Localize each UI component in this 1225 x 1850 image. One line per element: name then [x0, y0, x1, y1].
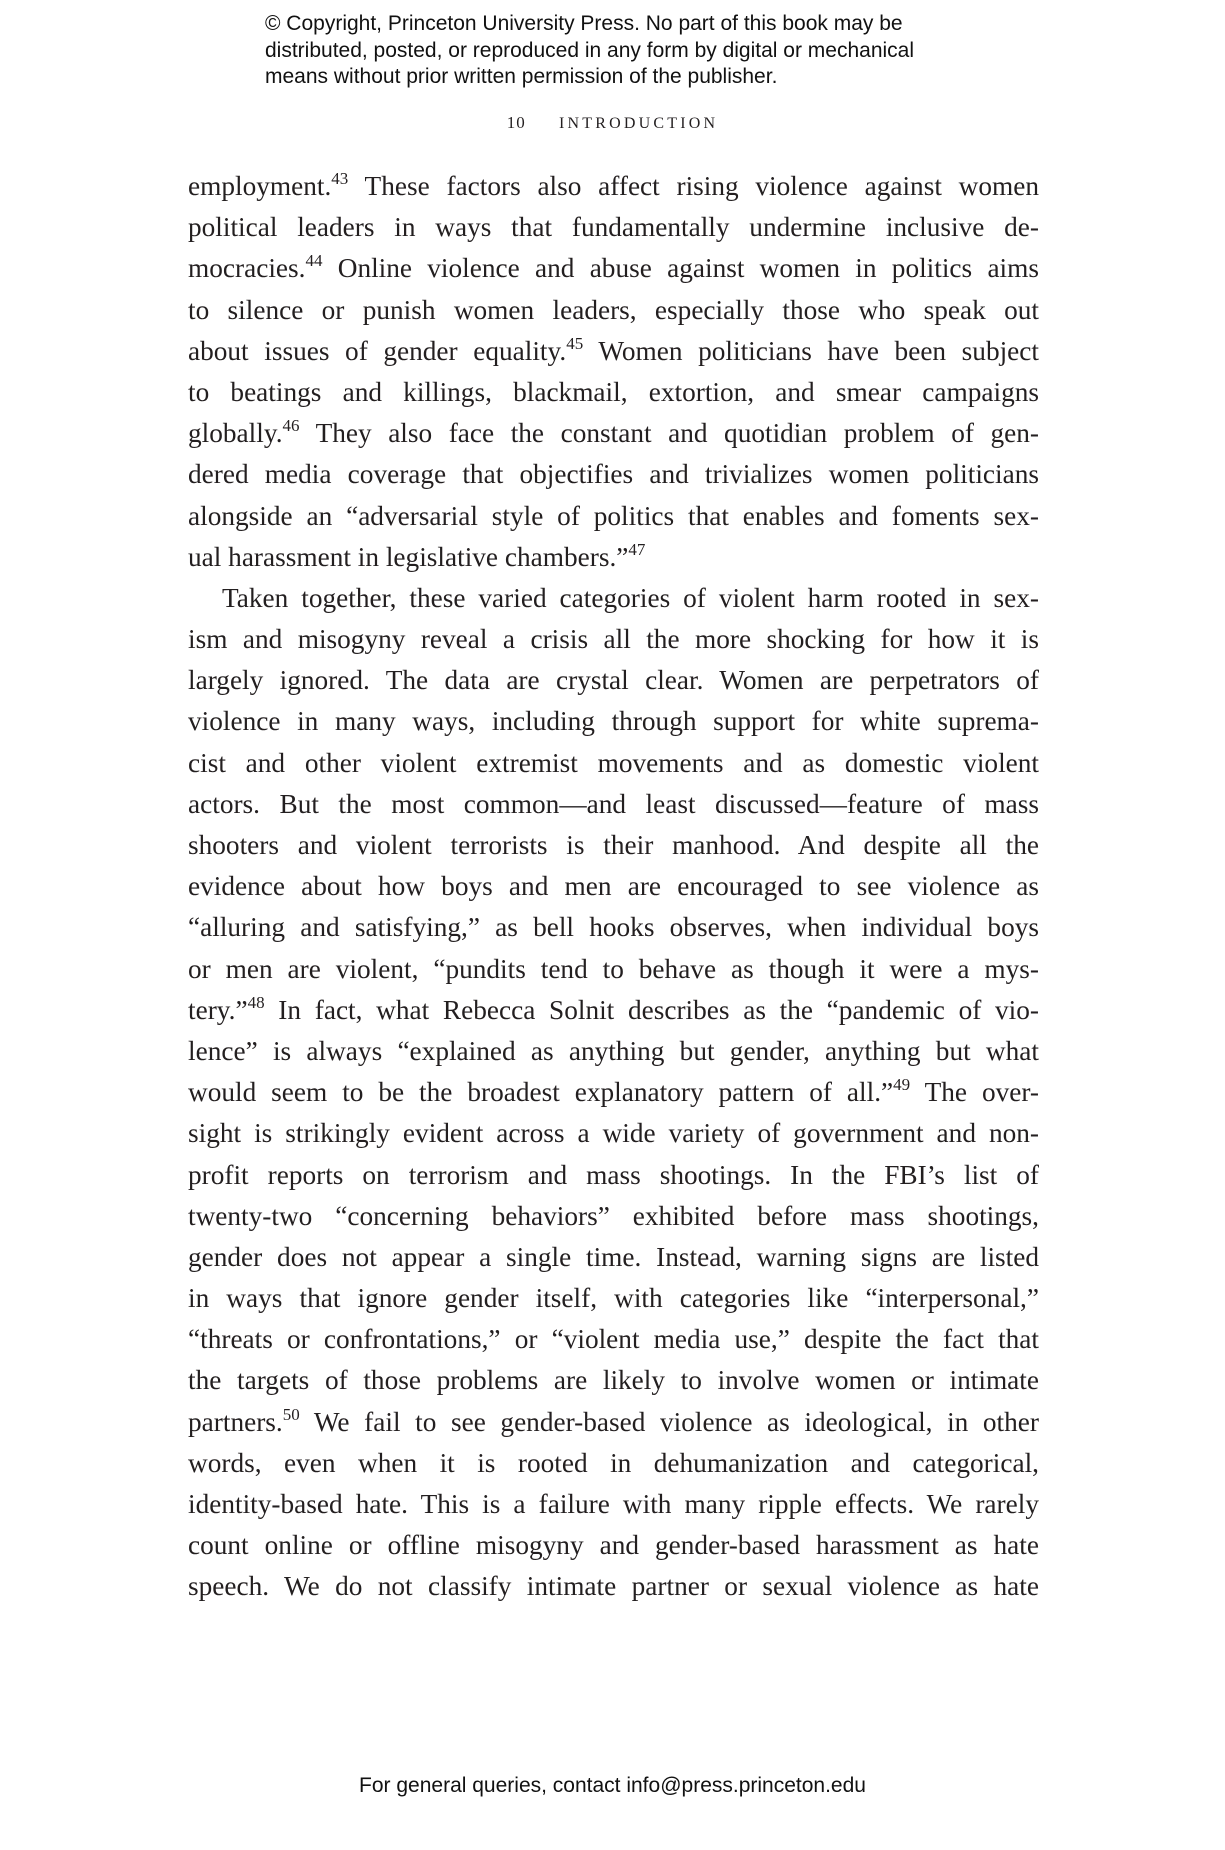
text-line	[188, 496, 1039, 537]
text-line	[188, 1319, 1039, 1360]
text-run: words, even when it is rooted in dehumanization and categorical,	[188, 1447, 1039, 1478]
text-run: Women politicians have been subject	[583, 335, 1039, 366]
text-line	[188, 290, 1039, 331]
text-line	[188, 784, 1039, 825]
text-run: We fail to see gender-based violence as ideological, in other	[299, 1406, 1039, 1437]
copyright-notice	[265, 11, 985, 91]
text-line	[188, 207, 1039, 248]
footnote-marker: 49	[893, 1075, 911, 1095]
text-run: cist and other violent extremist movements and as domestic violent	[188, 747, 1039, 778]
text-line	[188, 1525, 1039, 1566]
text-run: Taken together, these varied categories of violent harm rooted in sex-	[222, 582, 1039, 613]
text-line	[188, 1113, 1039, 1154]
text-line	[188, 1278, 1039, 1319]
text-run: lence” is always “explained as anything but gender, anything but what	[188, 1035, 1039, 1066]
text-run: in ways that ignore gender itself, with categories like “interpersonal,”	[188, 1283, 1039, 1314]
text-run: The over-	[910, 1077, 1039, 1108]
text-run: employment.	[188, 171, 332, 201]
text-line	[188, 1443, 1039, 1484]
text-line	[188, 1072, 1039, 1113]
text-run: mocracies.	[188, 253, 306, 284]
text-run: Online violence and abuse against women in politics aims	[322, 253, 1039, 284]
text-run: “threats or confrontations,” or “violent media use,” despite the fact that	[188, 1324, 1039, 1355]
text-run: would seem to be the broadest explanatory pattern of all.”	[188, 1077, 894, 1108]
text-line	[188, 372, 1039, 413]
text-run: dered media coverage that objectifies and trivializes women politicians	[188, 459, 1039, 490]
text-run: tery.”	[188, 994, 248, 1025]
copyright-line: © Copyright, Princeton University Press. No part of this book may be	[265, 12, 903, 35]
text-line	[188, 166, 1039, 207]
text-line	[188, 660, 1039, 701]
copyright-line: distributed, posted, or reproduced in any form by digital or mechanical	[265, 38, 915, 62]
text-line	[188, 1402, 1039, 1443]
text-run: actors. But the most common—and least discussed—feature of mass	[188, 788, 1039, 819]
text-line	[188, 825, 1039, 866]
copyright-line: means without prior written permission of the publisher.	[265, 65, 778, 88]
body-text	[188, 166, 1039, 1608]
text-line	[188, 331, 1039, 372]
text-line	[188, 1196, 1039, 1237]
text-line	[188, 701, 1039, 742]
text-line	[188, 1566, 1039, 1607]
text-run: ism and misogyny reveal a crisis all the more shocking for how it is	[188, 624, 1039, 655]
text-run: shooters and violent terrorists is their manhood. And despite all the	[188, 830, 1039, 860]
text-line	[188, 1155, 1039, 1196]
text-run: partners.	[188, 1406, 283, 1437]
text-line	[188, 990, 1039, 1031]
text-run: These factors also affect rising violence against women	[348, 171, 1039, 201]
text-run: about issues of gender equality.	[188, 335, 567, 366]
text-run: to beatings and killings, blackmail, extortion, and smear campaigns	[188, 376, 1039, 407]
text-run: They also face the constant and quotidian problem of gen-	[299, 418, 1039, 449]
footnote-marker: 48	[247, 992, 265, 1012]
text-run: alongside an “adversarial style of politics that enables and foments sex-	[188, 500, 1039, 531]
footnote-marker: 45	[566, 333, 584, 353]
chapter-title: INTRODUCTION	[558, 115, 719, 132]
text-run: twenty-two “concerning behaviors” exhibited before mass shootings,	[188, 1200, 1039, 1231]
text-run: largely ignored. The data are crystal clear. Women are perpetrators of	[188, 665, 1039, 696]
text-line	[188, 949, 1039, 990]
text-run: or men are violent, “pundits tend to behave as though it were a mys-	[188, 953, 1039, 984]
text-line	[188, 578, 1039, 619]
text-line	[188, 1360, 1039, 1401]
footnote-marker: 50	[282, 1404, 300, 1424]
text-line	[188, 619, 1039, 660]
text-run: the targets of those problems are likely to involve women or intimate	[188, 1365, 1039, 1396]
text-line	[188, 537, 1039, 578]
running-head	[0, 113, 1225, 133]
text-line	[188, 248, 1039, 289]
text-line	[188, 1031, 1039, 1072]
text-run: violence in many ways, including through support for white suprema-	[188, 706, 1039, 737]
text-line	[188, 413, 1039, 454]
text-run: “alluring and satisfying,” as bell hooks observes, when individual boys	[188, 912, 1039, 943]
footnote-marker: 44	[305, 251, 323, 271]
footnote-marker: 46	[282, 416, 300, 436]
text-run: to silence or punish women leaders, especially those who speak out	[188, 294, 1039, 325]
text-run: globally.	[188, 418, 283, 449]
text-line	[188, 454, 1039, 495]
text-run: speech. We do not classify intimate partner or sexual violence as hate	[188, 1571, 1039, 1602]
text-line	[188, 907, 1039, 948]
footnote-marker: 43	[331, 169, 349, 188]
text-run: gender does not appear a single time. Instead, warning signs are listed	[188, 1241, 1039, 1272]
text-run: identity-based hate. This is a failure with many ripple effects. We rarely	[188, 1489, 1039, 1519]
text-run: In fact, what Rebecca Solnit describes as the “pandemic of vio-	[264, 994, 1039, 1025]
footer-contact: For general queries, contact info@press.princeton.edu	[359, 1774, 866, 1797]
text-line	[188, 743, 1039, 784]
footnote-marker: 47	[628, 539, 646, 559]
text-run: count online or offline misogyny and gender-based harassment as hate	[188, 1530, 1039, 1561]
text-run: profit reports on terrorism and mass shootings. In the FBI’s list of	[188, 1159, 1039, 1190]
text-run: sight is strikingly evident across a wide variety of government and non-	[188, 1118, 1039, 1149]
text-run: political leaders in ways that fundamentally undermine inclusive de-	[188, 212, 1039, 243]
page-number: 10	[506, 113, 526, 132]
text-line	[188, 866, 1039, 907]
text-run: ual harassment in legislative chambers.”	[188, 541, 629, 572]
text-line	[188, 1484, 1039, 1525]
text-run: evidence about how boys and men are encouraged to see violence as	[188, 871, 1039, 902]
text-line	[188, 1237, 1039, 1278]
